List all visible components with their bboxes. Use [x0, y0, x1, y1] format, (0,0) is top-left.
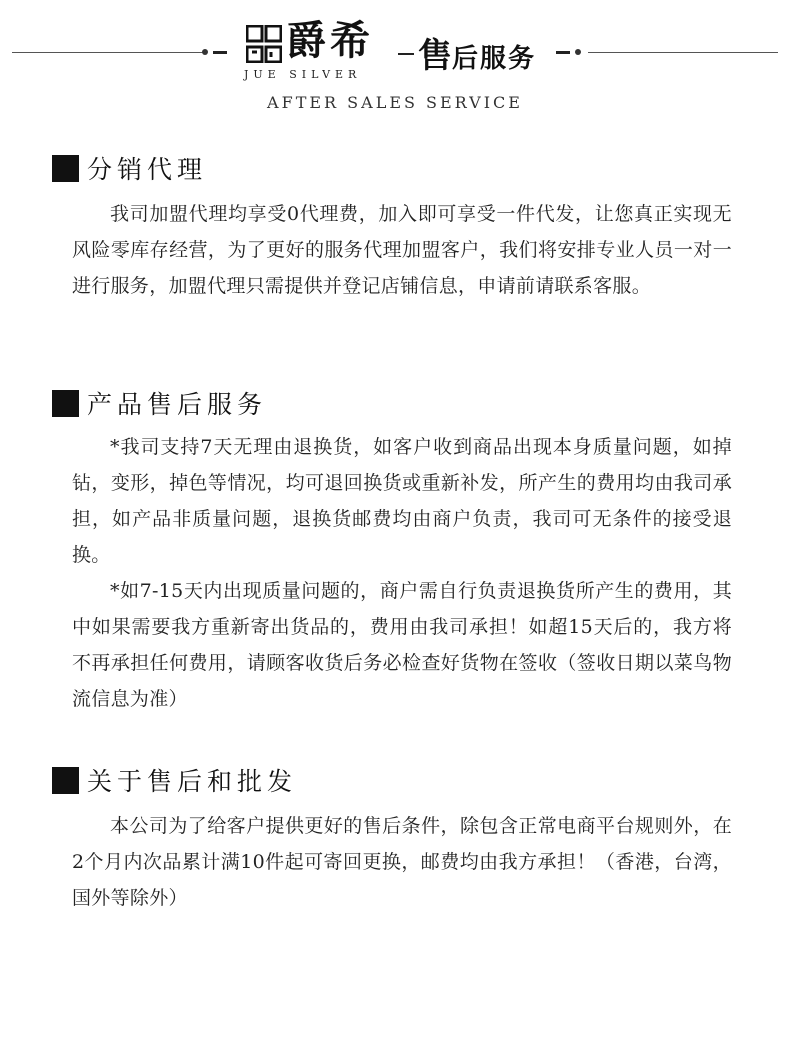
service-title-rest: 后服务: [452, 44, 537, 74]
section-paragraph: *我司支持7天无理由退换货，如客户收到商品出现本身质量问题，如掉钻，变形，掉色等情况，均可退回换货或重新补发，所产生的费用均由我司承担，如产品非质量问题，退换货邮费均由商户负责，我司可无条件的接受退换。: [72, 436, 732, 566]
service-title-first: 售: [418, 36, 452, 76]
heading-square-icon: [52, 767, 79, 794]
section-paragraph: *如7-15天内出现质量问题的，商户需自行负责退换货所产生的费用，其中如果需要我方重新寄出货品的，费用由我司承担！如超15天后的，我方将不再承担任何费用，请顾客收货后务必检查好货物在签收（签收日期以菜鸟物流信息为准）: [72, 580, 732, 710]
section-heading: [52, 762, 298, 796]
page-header: [0, 0, 790, 130]
section-heading: [52, 150, 208, 184]
header-dot-right: [575, 49, 581, 55]
section-title: 分销代理: [87, 155, 208, 184]
brand-subtitle: JUE SILVER: [244, 68, 362, 81]
section-heading: [52, 385, 268, 419]
section-paragraph: 我司加盟代理均享受0代理费，加入即可享受一件代发，让您真正实现无风险零库存经营，为了更好的服务代理加盟客户，我们将安排专业人员一对一进行服务，加盟代理只需提供并登记店铺信息，申请前请联系客服。: [72, 203, 732, 297]
header-line-right: [588, 52, 778, 53]
section-title: 关于售后和批发: [87, 767, 298, 796]
brand-name: 爵希: [286, 17, 374, 64]
heading-square-icon: [52, 155, 79, 182]
after-sales-text: AFTER SALES SERVICE: [267, 93, 523, 112]
brand-logo-icon: [246, 25, 282, 63]
after-sales-subtitle: [0, 93, 790, 112]
service-title: [418, 28, 536, 77]
title-separator: [398, 53, 414, 55]
header-line-left: [12, 52, 204, 53]
section-paragraph: 本公司为了给客户提供更好的售后条件，除包含正常电商平台规则外，在2个月内次品累计满10件起可寄回更换，邮费均由我方承担！（香港，台湾，国外等除外）: [72, 815, 732, 909]
header-dash-right: [556, 51, 570, 54]
heading-square-icon: [52, 390, 79, 417]
section-title: 产品售后服务: [87, 390, 268, 419]
header-dash-left: [213, 51, 227, 54]
header-dot-left: [202, 49, 208, 55]
